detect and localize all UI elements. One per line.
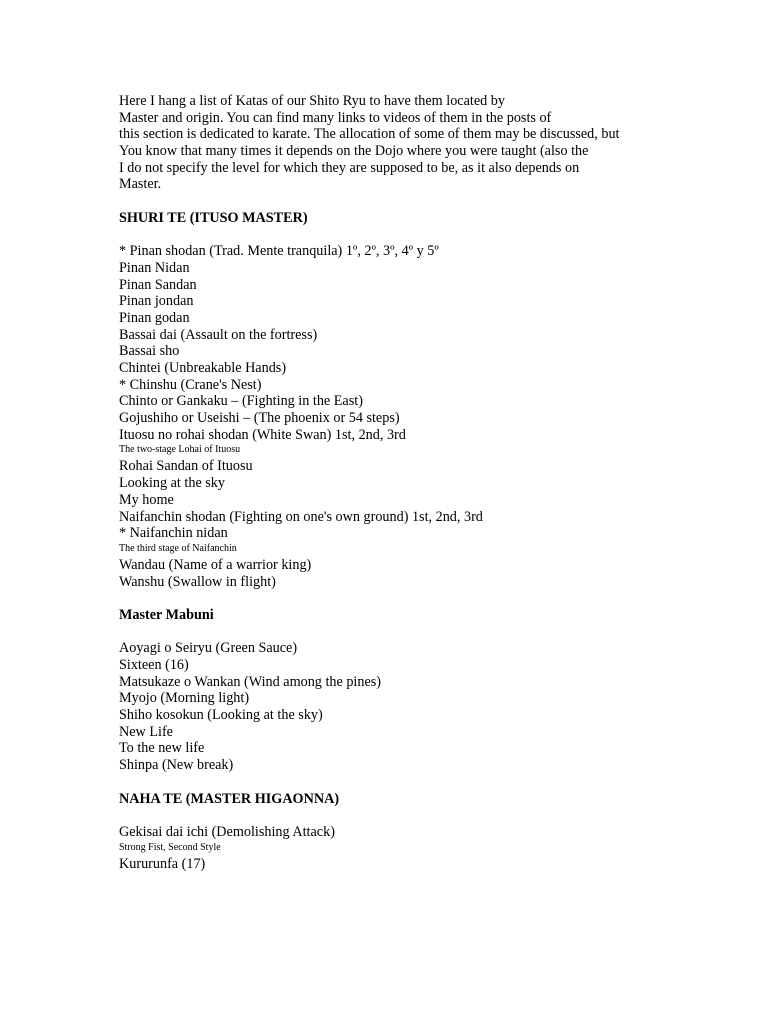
section-heading: NAHA TE (MASTER HIGAONNA) [119, 790, 340, 807]
section-heading: Master Mabuni [119, 606, 214, 623]
kata-item: Shinpa (New break) [119, 757, 234, 774]
intro-paragraph [119, 93, 759, 193]
kata-item: Wanshu (Swallow in flight) [119, 573, 276, 590]
section-naha-te [119, 791, 759, 873]
kata-item-note: Strong Fist, Second Style [119, 841, 221, 853]
kata-item: Gekisai dai ichi (Demolishing Attack) [119, 823, 335, 840]
kata-item: My home [119, 491, 174, 508]
kata-item: Chintei (Unbreakable Hands) [119, 360, 287, 376]
kata-item-note: The third stage of Naifanchin [119, 542, 237, 554]
kata-item: Rohai Sandan of Ituosu [119, 458, 253, 475]
kata-item: Bassai sho [119, 343, 180, 360]
kata-item-note: The two-stage Lohai of Ituosu [119, 444, 241, 456]
kata-item: Ituosu no rohai shodan (White Swan) 1st, 2nd, 3rd [119, 426, 406, 443]
intro-line: this section is dedicated to karate. The allocation of some of them may be discussed, but [119, 126, 620, 143]
kata-item: Pinan godan [119, 309, 190, 326]
kata-item: Kururunfa (17) [119, 855, 206, 872]
kata-item: Chinto or Gankaku – (Fighting in the East) [119, 393, 363, 410]
kata-item: Pinan jondan [119, 293, 194, 310]
kata-item: * Naifanchin nidan [119, 525, 228, 542]
kata-item: * Chinshu (Crane's Nest) [119, 376, 262, 393]
document-page [119, 93, 759, 872]
kata-item: Pinan Sandan [119, 276, 197, 293]
kata-item: Myojo (Morning light) [119, 690, 250, 707]
kata-item: Wandau (Name of a warrior king) [119, 556, 312, 573]
section-shuri-te [119, 210, 759, 590]
kata-item: * Pinan shodan (Trad. Mente tranquila) 1º, 2º, 3º, 4º y 5º [119, 243, 439, 260]
kata-item: Sixteen (16) [119, 657, 189, 673]
section-heading: SHURI TE (ITUSO MASTER) [119, 209, 308, 226]
section-master-mabuni [119, 607, 759, 774]
kata-item: Matsukaze o Wankan (Wind among the pines) [119, 673, 381, 690]
kata-item: Pinan Nidan [119, 259, 190, 276]
kata-item: Gojushiho or Useishi – (The phoenix or 54 steps) [119, 410, 400, 427]
kata-item: Aoyagi o Seiryu (Green Sauce) [119, 640, 298, 657]
kata-item: Shiho kosokun (Looking at the sky) [119, 707, 323, 724]
kata-item: Looking at the sky [119, 475, 225, 492]
intro-line: I do not specify the level for which they are supposed to be, as it also depends on [119, 159, 580, 176]
kata-item: Naifanchin shodan (Fighting on one's own ground) 1st, 2nd, 3rd [119, 508, 483, 525]
kata-item: New Life [119, 723, 173, 740]
kata-item: To the new life [119, 740, 205, 757]
intro-line: Here I hang a list of Katas of our Shito Ryu to have them located by [119, 93, 505, 109]
intro-line: Master. [119, 176, 162, 193]
kata-item: Bassai dai (Assault on the fortress) [119, 326, 318, 343]
intro-line: Master and origin. You can find many links to videos of them in the posts of [119, 109, 552, 126]
intro-line: You know that many times it depends on the Dojo where you were taught (also the [119, 143, 589, 160]
